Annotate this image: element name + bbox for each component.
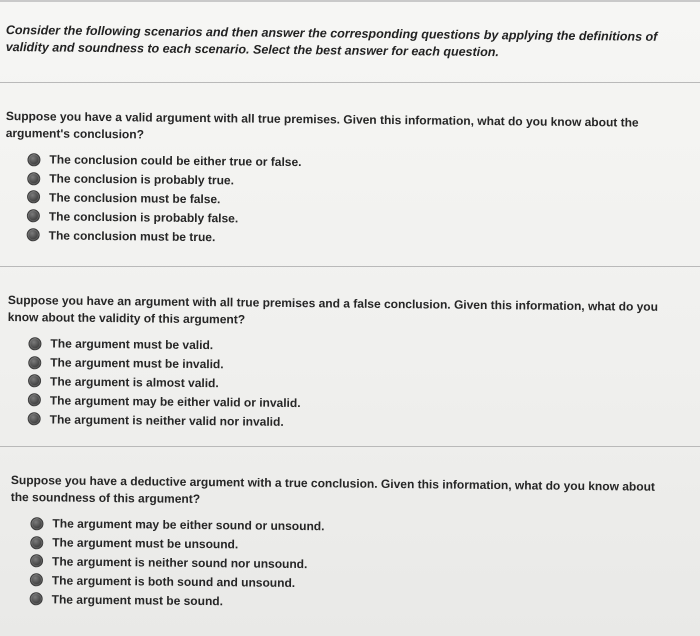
divider	[0, 446, 700, 447]
radio-button[interactable]	[27, 191, 40, 204]
radio-button[interactable]	[27, 210, 40, 223]
radio-button[interactable]	[27, 228, 40, 241]
option-label: The argument may be either valid or invalid.	[49, 393, 301, 410]
option-label: The argument may be either sound or unsound.	[52, 516, 325, 534]
question-3-text: Suppose you have a deductive argument with a true conclusion. Given this information, what do you know about the soundness of this argument?	[10, 472, 656, 506]
question-2-text: Suppose you have an argument with all true premises and a false conclusion. Given this information, what do you know about the validity of this argument?	[7, 292, 659, 327]
radio-button[interactable]	[30, 573, 43, 586]
option-label: The conclusion is probably true.	[49, 171, 235, 188]
option-label: The conclusion is probably false.	[48, 209, 239, 226]
question-1-options	[5, 150, 666, 251]
radio-button[interactable]	[30, 555, 43, 568]
radio-button[interactable]	[27, 153, 40, 166]
question-1	[5, 108, 666, 251]
top-border	[0, 0, 700, 2]
option-label: The argument is neither sound nor unsound.	[51, 554, 308, 572]
question-3-options	[10, 514, 671, 615]
divider	[0, 82, 700, 83]
radio-button[interactable]	[28, 393, 41, 406]
divider	[0, 266, 700, 267]
option-label: The argument must be sound.	[51, 592, 224, 608]
radio-button[interactable]	[28, 412, 41, 425]
radio-button[interactable]	[30, 517, 43, 530]
option-label: The argument is both sound and unsound.	[51, 573, 296, 590]
question-2	[7, 292, 668, 435]
radio-button[interactable]	[28, 356, 41, 369]
instructions-text: Consider the following scenarios and then answer the corresponding questions by applying the definitions of validity and soundness to each scenario. Select the best answer for each question.	[5, 22, 658, 60]
question-3	[10, 472, 671, 615]
radio-button[interactable]	[28, 337, 41, 350]
radio-button[interactable]	[28, 375, 41, 388]
option-label: The conclusion must be false.	[48, 190, 221, 207]
option-label: The argument is almost valid.	[49, 374, 219, 391]
question-1-text: Suppose you have a valid argument with all true premises. Given this information, what do you know about the argument's conclusion?	[5, 108, 639, 142]
option-label: The conclusion must be true.	[48, 228, 216, 244]
option-label: The argument must be valid.	[50, 336, 214, 353]
radio-button[interactable]	[30, 536, 43, 549]
option-label: The argument must be unsound.	[52, 535, 239, 552]
question-2-options	[7, 334, 668, 435]
radio-button[interactable]	[30, 592, 43, 605]
option-label: The argument must be invalid.	[50, 355, 224, 372]
option-label: The conclusion could be either true or false.	[49, 152, 302, 170]
option-label: The argument is neither valid nor invalid.	[49, 412, 284, 429]
radio-button[interactable]	[27, 172, 40, 185]
